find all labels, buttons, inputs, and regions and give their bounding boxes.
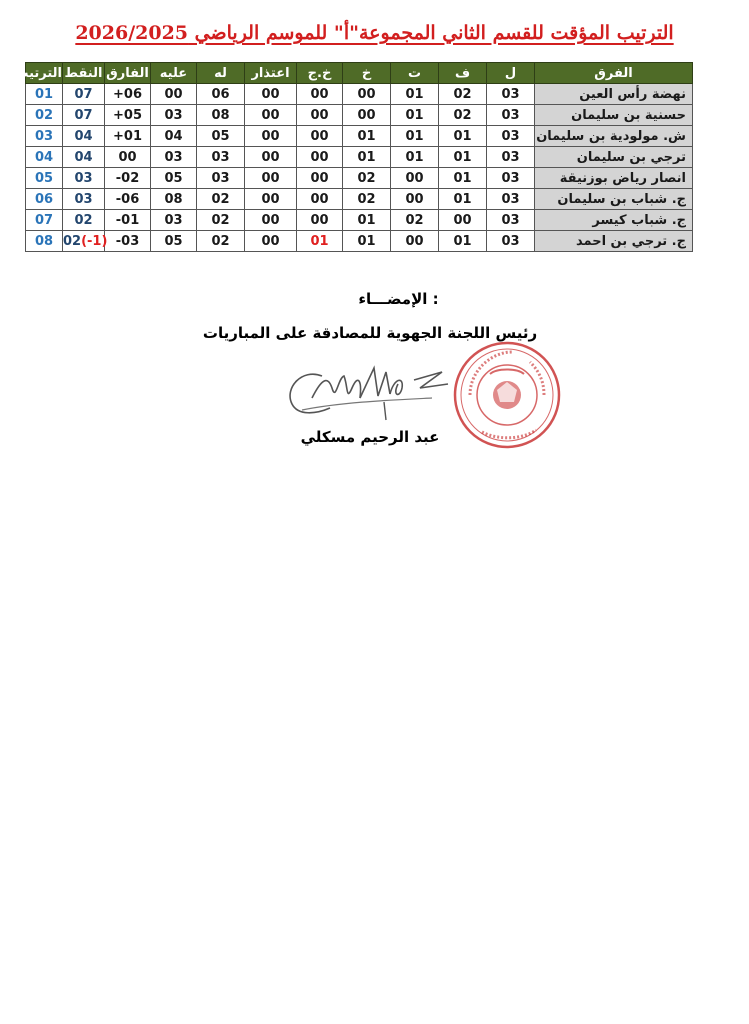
points-cell: 03 (63, 168, 105, 189)
played-cell: 03 (487, 231, 535, 252)
points-cell: 07 (63, 84, 105, 105)
wins-cell: 01 (439, 189, 487, 210)
goals-against-cell: 03 (151, 147, 197, 168)
team-name: ج. شباب بن سليمان (535, 189, 693, 210)
losses-cell: 00 (343, 105, 391, 126)
header-played: ل (487, 63, 535, 84)
forfeit-loss-cell: 00 (297, 210, 343, 231)
losses-cell: 01 (343, 126, 391, 147)
points-cell (63, 231, 108, 252)
losses-cell: 02 (343, 168, 391, 189)
wins-cell: 01 (439, 231, 487, 252)
draws-cell: 01 (391, 105, 439, 126)
goals-against-cell: 03 (151, 210, 197, 231)
goals-for-cell: 02 (197, 210, 245, 231)
team-name: ج. ترجي بن احمد (535, 231, 693, 252)
forfeit-loss-cell: 00 (297, 84, 343, 105)
goals-for-cell: 06 (197, 84, 245, 105)
table-row (26, 105, 693, 126)
forfeit-loss-cell: 00 (297, 189, 343, 210)
goals-against-cell: 05 (151, 231, 197, 252)
points-value: 02 (63, 233, 82, 249)
goal-difference-cell: +05 (105, 105, 151, 126)
header-points: النقط (63, 63, 105, 84)
withdrawal-cell: 00 (245, 210, 297, 231)
goals-against-cell: 00 (151, 84, 197, 105)
draws-cell: 01 (391, 147, 439, 168)
signature-label (0, 290, 749, 308)
page-title-text: الترتيب المؤقت للقسم الثاني المجموعة"أ" للموسم الرياضي 2026/2025 (75, 22, 674, 44)
losses-cell: 01 (343, 231, 391, 252)
withdrawal-cell: 00 (245, 147, 297, 168)
played-cell: 03 (487, 168, 535, 189)
goal-difference-cell: -02 (105, 168, 151, 189)
points-cell: 03 (63, 189, 105, 210)
goals-for-cell: 08 (197, 105, 245, 126)
rank-cell: 08 (26, 231, 63, 252)
team-name: حسنية بن سليمان (535, 105, 693, 126)
rank-cell: 03 (26, 126, 63, 147)
goal-difference-cell: -06 (105, 189, 151, 210)
goals-for-cell: 02 (197, 231, 245, 252)
forfeit-loss-cell: 00 (297, 168, 343, 189)
draws-cell: 02 (391, 210, 439, 231)
header-wins: ف (439, 63, 487, 84)
points-cell: 04 (63, 147, 105, 168)
team-name: ج. شباب كيسر (535, 210, 693, 231)
wins-cell: 01 (439, 126, 487, 147)
wins-cell: 02 (439, 84, 487, 105)
played-cell: 03 (487, 105, 535, 126)
withdrawal-cell: 00 (245, 84, 297, 105)
standings-table (15, 62, 693, 252)
goals-against-cell: 03 (151, 105, 197, 126)
signer-name: عبد الرحيم مسكلي (300, 428, 440, 446)
goals-for-cell: 03 (197, 168, 245, 189)
table-row (26, 231, 693, 252)
table-row (26, 189, 693, 210)
played-cell: 03 (487, 189, 535, 210)
official-stamp (452, 340, 562, 450)
handwritten-signature (282, 358, 452, 428)
table-header-row (26, 63, 693, 84)
wins-cell: 01 (439, 168, 487, 189)
points-cell: 07 (63, 105, 105, 126)
points-cell: 04 (63, 126, 105, 147)
played-cell: 03 (487, 126, 535, 147)
withdrawal-cell: 00 (245, 168, 297, 189)
team-name: نهضة رأس العين (535, 84, 693, 105)
forfeit-loss-cell: 00 (297, 147, 343, 168)
forfeit-loss-cell: 01 (297, 231, 343, 252)
wins-cell: 01 (439, 147, 487, 168)
draws-cell: 01 (391, 84, 439, 105)
team-name: ترجي بن سليمان (535, 147, 693, 168)
wins-cell: 02 (439, 105, 487, 126)
rank-cell: 04 (26, 147, 63, 168)
signature-label-text: الإمضـــاء : (358, 290, 439, 308)
forfeit-loss-cell: 00 (297, 126, 343, 147)
page-title (0, 22, 749, 44)
header-forfeit-loss: خ.ج (297, 63, 343, 84)
goals-against-cell: 04 (151, 126, 197, 147)
forfeit-loss-cell: 00 (297, 105, 343, 126)
draws-cell: 00 (391, 189, 439, 210)
goals-against-cell: 05 (151, 168, 197, 189)
header-losses: خ (343, 63, 391, 84)
rank-cell: 01 (26, 84, 63, 105)
withdrawal-cell: 00 (245, 189, 297, 210)
losses-cell: 00 (343, 84, 391, 105)
header-team: الفرق (535, 63, 693, 84)
rank-cell: 07 (26, 210, 63, 231)
header-draws: ت (391, 63, 439, 84)
draws-cell: 00 (391, 168, 439, 189)
header-withdrawal: اعتذار (245, 63, 297, 84)
goal-difference-cell: -03 (105, 231, 151, 252)
team-name: انصار رياض بوزنيقة (535, 168, 693, 189)
table-row (26, 84, 693, 105)
penalty-badge: (-1) (81, 233, 108, 249)
rank-cell: 06 (26, 189, 63, 210)
goals-for-cell: 05 (197, 126, 245, 147)
goal-difference-cell: -01 (105, 210, 151, 231)
goal-difference-cell: +01 (105, 126, 151, 147)
team-name: ش. مولودية بن سليمان (535, 126, 693, 147)
wins-cell: 00 (439, 210, 487, 231)
played-cell: 03 (487, 147, 535, 168)
points-cell: 02 (63, 210, 105, 231)
losses-cell: 02 (343, 189, 391, 210)
table-row (26, 168, 693, 189)
goals-against-cell: 08 (151, 189, 197, 210)
header-goals-for: له (197, 63, 245, 84)
table-row (26, 126, 693, 147)
draws-cell: 00 (391, 231, 439, 252)
goal-difference-cell: 00 (105, 147, 151, 168)
losses-cell: 01 (343, 147, 391, 168)
rank-cell: 02 (26, 105, 63, 126)
rank-cell: 05 (26, 168, 63, 189)
table-row (26, 147, 693, 168)
goals-for-cell: 02 (197, 189, 245, 210)
draws-cell: 01 (391, 126, 439, 147)
header-rank: الترتيب (26, 63, 63, 84)
committee-title: رئيس اللجنة الجهوية للمصادقة على المباريات (202, 324, 538, 342)
withdrawal-cell: 00 (245, 126, 297, 147)
played-cell: 03 (487, 210, 535, 231)
header-goal-difference: الفارق (105, 63, 151, 84)
withdrawal-cell: 00 (245, 105, 297, 126)
played-cell: 03 (487, 84, 535, 105)
header-goals-against: عليه (151, 63, 197, 84)
withdrawal-cell: 00 (245, 231, 297, 252)
goals-for-cell: 03 (197, 147, 245, 168)
losses-cell: 01 (343, 210, 391, 231)
table-row (26, 210, 693, 231)
goal-difference-cell: +06 (105, 84, 151, 105)
